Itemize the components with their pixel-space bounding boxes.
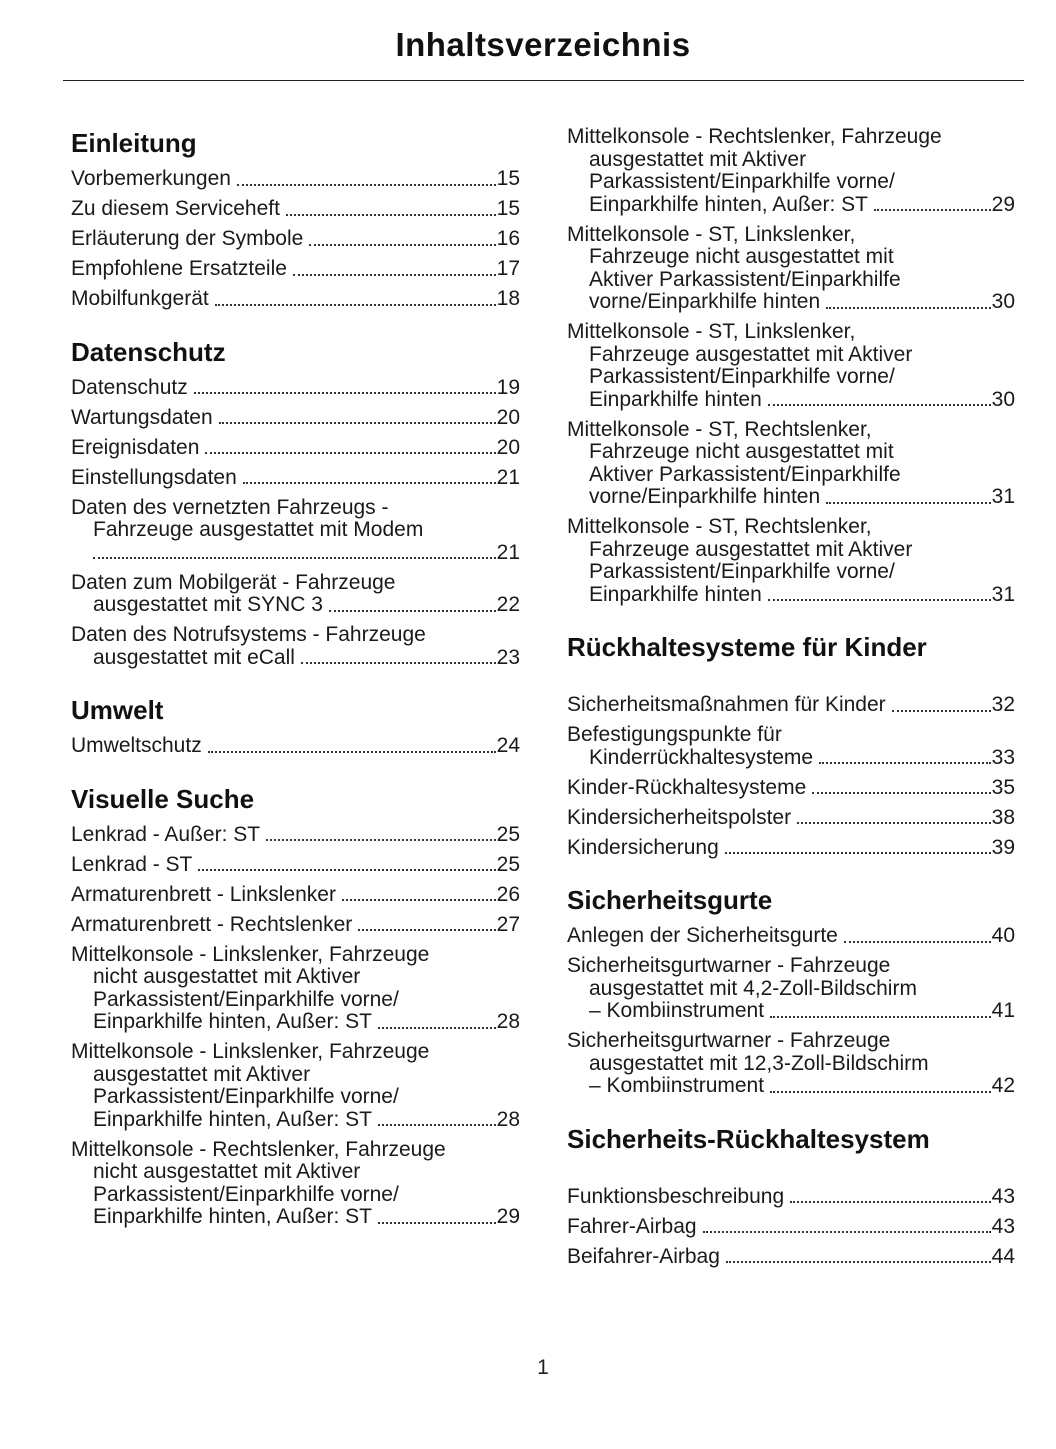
section-heading: Datenschutz bbox=[71, 336, 226, 367]
section-heading: Sicherheits-Rückhaltesystem bbox=[567, 1123, 930, 1154]
toc-entry-last-line bbox=[567, 837, 1015, 860]
toc-entry-line: Mittelkonsole - Linkslenker, Fahrzeuge bbox=[71, 942, 430, 966]
dot-leader bbox=[329, 610, 496, 612]
toc-entry-last-line bbox=[71, 437, 520, 460]
dot-leader bbox=[770, 1091, 991, 1093]
toc-page-number: 32 bbox=[991, 693, 1015, 716]
dot-leader bbox=[844, 941, 991, 943]
toc-entry-last-line bbox=[567, 389, 1015, 412]
toc-page-number: 30 bbox=[991, 290, 1015, 313]
toc-entry-line: Fahrzeuge ausgestattet mit Modem bbox=[93, 518, 424, 541]
toc-entry[interactable] bbox=[71, 1041, 520, 1131]
toc-entry[interactable] bbox=[71, 944, 520, 1034]
toc-entry-title: Einparkhilfe hinten, Außer: ST bbox=[93, 1205, 372, 1228]
toc-entry-title: Datenschutz bbox=[71, 375, 188, 399]
toc-entry-last-line bbox=[567, 584, 1015, 607]
toc-entry-title: Erläuterung der Symbole bbox=[71, 227, 304, 250]
toc-entry-title: Umweltschutz bbox=[71, 734, 202, 757]
toc-entry-title: Fahrer-Airbag bbox=[567, 1214, 697, 1238]
toc-entry[interactable] bbox=[71, 854, 520, 877]
toc-entry-title: Lenkrad - ST bbox=[71, 852, 193, 876]
toc-entry-last-line bbox=[71, 594, 520, 617]
dot-leader bbox=[874, 209, 991, 211]
toc-entry-title: Lenkrad - Außer: ST bbox=[71, 822, 261, 846]
toc-entry-last-line bbox=[71, 884, 520, 907]
toc-entry-line: ausgestattet mit Aktiver bbox=[93, 1062, 311, 1086]
toc-entry[interactable] bbox=[71, 228, 520, 251]
title-rule bbox=[63, 80, 1024, 81]
toc-entry-last-line bbox=[71, 854, 520, 877]
toc-page-number: 42 bbox=[991, 1074, 1015, 1097]
toc-entry-title: Zu diesem Serviceheft bbox=[71, 197, 280, 220]
dot-leader bbox=[309, 244, 495, 246]
toc-entry[interactable] bbox=[71, 624, 520, 669]
toc-entry[interactable] bbox=[567, 955, 1015, 1023]
toc-entry-line: Fahrzeuge nicht ausgestattet mit bbox=[589, 440, 894, 463]
toc-page-number: 28 bbox=[496, 1010, 520, 1033]
dot-leader bbox=[768, 599, 991, 601]
toc-entry-last-line bbox=[567, 291, 1015, 314]
toc-entry-last-line bbox=[567, 1246, 1015, 1269]
toc-entry-last-line bbox=[71, 824, 520, 847]
toc-section bbox=[567, 1122, 1015, 1269]
toc-entry-last-line bbox=[567, 777, 1015, 800]
toc-page-number: 21 bbox=[496, 540, 520, 564]
section-heading: Rückhaltesysteme für Kinder bbox=[567, 632, 927, 662]
toc-entry-line: Mittelkonsole - ST, Linkslenker, bbox=[567, 222, 856, 246]
toc-page-number: 22 bbox=[496, 593, 520, 616]
toc-entry-line: Mittelkonsole - Rechtslenker, Fahrzeuge bbox=[567, 125, 942, 148]
toc-entry-title: Funktionsbeschreibung bbox=[567, 1184, 785, 1208]
dot-leader bbox=[826, 502, 990, 504]
toc-entry-title: Sicherheitsmaßnahmen für Kinder bbox=[567, 693, 886, 716]
toc-entry[interactable] bbox=[71, 572, 520, 617]
toc-page-number: 20 bbox=[496, 405, 520, 429]
dot-leader bbox=[768, 404, 991, 406]
dot-leader bbox=[378, 1222, 496, 1224]
toc-section bbox=[567, 883, 1015, 1098]
dot-leader bbox=[797, 822, 991, 824]
toc-entry-line: Parkassistent/Einparkhilfe vorne/ bbox=[589, 170, 895, 193]
dot-leader bbox=[726, 1261, 991, 1263]
toc-entry-line: Parkassistent/Einparkhilfe vorne/ bbox=[589, 365, 895, 388]
toc-page-number: 27 bbox=[496, 912, 520, 936]
dot-leader bbox=[812, 792, 990, 794]
toc-entry-last-line bbox=[567, 807, 1015, 830]
toc-entry[interactable] bbox=[71, 824, 520, 847]
toc-entry-last-line bbox=[71, 1206, 520, 1229]
dot-leader bbox=[819, 762, 991, 764]
toc-entry-line: Sicherheitsgurtwarner - Fahrzeuge bbox=[567, 954, 891, 977]
toc-entry-title: Einstellungsdaten bbox=[71, 465, 237, 489]
toc-entry-title: Mobilfunkgerät bbox=[71, 287, 209, 310]
toc-entry-line: Parkassistent/Einparkhilfe vorne/ bbox=[93, 1182, 399, 1206]
toc-page-number: 29 bbox=[496, 1205, 520, 1228]
toc-entry[interactable] bbox=[71, 407, 520, 430]
page-title: Inhaltsverzeichnis bbox=[395, 26, 691, 63]
dot-leader bbox=[378, 1124, 496, 1126]
toc-entry[interactable] bbox=[567, 1186, 1015, 1209]
toc-section bbox=[567, 126, 1015, 606]
section-heading: Sicherheitsgurte bbox=[567, 885, 773, 915]
toc-entry-last-line bbox=[71, 647, 520, 670]
toc-entry[interactable] bbox=[71, 288, 520, 311]
toc-entry[interactable] bbox=[567, 419, 1015, 509]
toc-left-column bbox=[71, 126, 520, 1253]
toc-entry[interactable] bbox=[71, 168, 520, 191]
toc-entry[interactable] bbox=[567, 724, 1015, 769]
dot-leader bbox=[205, 452, 495, 454]
toc-entry-title: Kindersicherung bbox=[567, 835, 719, 859]
toc-page-number: 18 bbox=[496, 287, 520, 310]
toc-entry-last-line bbox=[71, 168, 520, 191]
toc-entry-line: Daten des Notrufsystems - Fahrzeuge bbox=[71, 623, 426, 646]
dot-leader bbox=[826, 307, 990, 309]
toc-entry-title: Empfohlene Ersatzteile bbox=[71, 257, 287, 280]
toc-section bbox=[71, 126, 520, 311]
toc-entry-last-line bbox=[71, 914, 520, 937]
toc-page-number: 30 bbox=[991, 387, 1015, 411]
toc-entry-last-line bbox=[567, 486, 1015, 509]
toc-page-number: 33 bbox=[991, 745, 1015, 769]
toc-entry[interactable] bbox=[71, 437, 520, 460]
toc-page-number: 24 bbox=[496, 734, 520, 757]
toc-entry-title: vorne/Einparkhilfe hinten bbox=[589, 485, 821, 508]
toc-entry[interactable] bbox=[567, 126, 1015, 216]
dot-leader bbox=[703, 1231, 991, 1233]
toc-entry-last-line bbox=[71, 258, 520, 281]
toc-entry-title: Kinder-Rückhaltesysteme bbox=[567, 775, 807, 799]
toc-entry[interactable] bbox=[567, 837, 1015, 860]
dot-leader bbox=[93, 557, 496, 559]
toc-entry-line: Mittelkonsole - ST, Rechtslenker, bbox=[567, 515, 872, 538]
toc-entry-line: nicht ausgestattet mit Aktiver bbox=[93, 1160, 361, 1183]
toc-entry[interactable] bbox=[71, 914, 520, 937]
toc-entry-title: Wartungsdaten bbox=[71, 405, 213, 429]
toc-page-number: 44 bbox=[991, 1244, 1015, 1268]
section-heading: Visuelle Suche bbox=[71, 783, 255, 814]
toc-page-number: 25 bbox=[496, 852, 520, 876]
toc-entry-last-line bbox=[71, 407, 520, 430]
toc-entry-line: ausgestattet mit 12,3-Zoll-Bildschirm bbox=[589, 1051, 929, 1075]
section-heading: Einleitung bbox=[71, 128, 197, 158]
toc-entry-last-line bbox=[71, 542, 520, 565]
toc-entry-last-line bbox=[71, 1011, 520, 1034]
toc-entry-line: Fahrzeuge nicht ausgestattet mit bbox=[589, 245, 894, 268]
toc-entry-title: Ereignisdaten bbox=[71, 435, 200, 459]
toc-entry-title: ausgestattet mit eCall bbox=[93, 645, 295, 669]
dot-leader bbox=[237, 184, 496, 186]
dot-leader bbox=[286, 214, 496, 216]
toc-entry-title: Kinderrückhaltesysteme bbox=[589, 745, 814, 769]
dot-leader bbox=[342, 899, 496, 901]
toc-page-number: 25 bbox=[496, 822, 520, 846]
toc-entry-line: Mittelkonsole - ST, Rechtslenker, bbox=[567, 417, 872, 441]
dot-leader bbox=[266, 839, 496, 841]
dot-leader bbox=[301, 662, 496, 664]
toc-entry-title: Vorbemerkungen bbox=[71, 167, 231, 190]
toc-page-number: 31 bbox=[991, 485, 1015, 508]
toc-entry-line: Parkassistent/Einparkhilfe vorne/ bbox=[589, 560, 895, 583]
toc-entry[interactable] bbox=[71, 1139, 520, 1229]
toc-page-number: 43 bbox=[991, 1214, 1015, 1238]
toc-entry-last-line bbox=[567, 194, 1015, 217]
section-heading: Umwelt bbox=[71, 695, 164, 725]
dot-leader bbox=[208, 751, 496, 753]
toc-entry-title: Einparkhilfe hinten, Außer: ST bbox=[93, 1107, 372, 1131]
toc-entry[interactable] bbox=[71, 377, 520, 400]
toc-section bbox=[567, 630, 1015, 859]
dot-leader bbox=[770, 1016, 991, 1018]
dot-leader bbox=[219, 422, 496, 424]
toc-entry[interactable] bbox=[71, 884, 520, 907]
toc-entry-title: Armaturenbrett - Linkslenker bbox=[71, 882, 336, 906]
dot-leader bbox=[892, 710, 991, 712]
toc-entry-last-line bbox=[567, 747, 1015, 770]
toc-entry[interactable] bbox=[567, 1246, 1015, 1269]
toc-entry-last-line bbox=[567, 1186, 1015, 1209]
toc-entry-last-line bbox=[71, 228, 520, 251]
toc-page-number: 39 bbox=[991, 835, 1015, 859]
toc-entry-title: ausgestattet mit SYNC 3 bbox=[93, 593, 323, 616]
toc-entry-last-line bbox=[567, 1216, 1015, 1239]
dot-leader bbox=[194, 392, 496, 394]
toc-entry-last-line bbox=[567, 925, 1015, 948]
dot-leader bbox=[725, 852, 991, 854]
toc-entry[interactable] bbox=[71, 497, 520, 565]
toc-entry[interactable] bbox=[567, 777, 1015, 800]
toc-entry-last-line bbox=[71, 288, 520, 311]
dot-leader bbox=[215, 304, 496, 306]
toc-page-number: 19 bbox=[496, 375, 520, 399]
toc-entry-title: Einparkhilfe hinten bbox=[589, 582, 762, 606]
toc-entry-last-line bbox=[71, 467, 520, 490]
toc-page-number: 20 bbox=[496, 435, 520, 459]
toc-entry-line: nicht ausgestattet mit Aktiver bbox=[93, 965, 361, 988]
toc-entry[interactable] bbox=[567, 1216, 1015, 1239]
toc-page-number: 40 bbox=[991, 924, 1015, 947]
toc-page-number: 43 bbox=[991, 1184, 1015, 1208]
toc-entry-title: – Kombiinstrument bbox=[589, 1074, 765, 1097]
toc-entry-line: ausgestattet mit 4,2-Zoll-Bildschirm bbox=[589, 976, 917, 1000]
toc-entry-line: Befestigungspunkte für bbox=[567, 723, 782, 746]
toc-entry-title: Beifahrer-Airbag bbox=[567, 1244, 720, 1268]
toc-entry[interactable] bbox=[71, 735, 520, 758]
toc-entry-title: Einparkhilfe hinten, Außer: ST bbox=[589, 192, 868, 216]
toc-entry-line: Fahrzeuge ausgestattet mit Aktiver bbox=[589, 342, 913, 366]
dot-leader bbox=[198, 869, 495, 871]
toc-entry[interactable] bbox=[567, 694, 1015, 717]
toc-entry-line: Parkassistent/Einparkhilfe vorne/ bbox=[93, 1085, 399, 1108]
toc-entry[interactable] bbox=[71, 258, 520, 281]
toc-entry-last-line bbox=[567, 694, 1015, 717]
toc-page-number: 31 bbox=[991, 582, 1015, 606]
toc-entry-line: Mittelkonsole - ST, Linkslenker, bbox=[567, 320, 856, 343]
dot-leader bbox=[243, 482, 496, 484]
toc-entry[interactable] bbox=[567, 516, 1015, 606]
toc-entry[interactable] bbox=[567, 1030, 1015, 1098]
toc-entry-title: Einparkhilfe hinten bbox=[589, 387, 762, 411]
toc-entry-line: Fahrzeuge ausgestattet mit Aktiver bbox=[589, 537, 913, 561]
page-number: 1 bbox=[537, 1356, 549, 1379]
toc-right-column bbox=[567, 126, 1015, 1292]
toc-entry-line: Aktiver Parkassistent/Einparkhilfe bbox=[589, 267, 901, 291]
toc-entry[interactable] bbox=[71, 198, 520, 221]
toc-entry-title: Einparkhilfe hinten, Außer: ST bbox=[93, 1010, 372, 1033]
toc-section bbox=[71, 693, 520, 758]
toc-entry-line: ausgestattet mit Aktiver bbox=[589, 147, 807, 171]
dot-leader bbox=[790, 1201, 991, 1203]
toc-entry[interactable] bbox=[567, 224, 1015, 314]
toc-entry-line: Daten zum Mobilgerät - Fahrzeuge bbox=[71, 570, 396, 594]
toc-entry-line: Mittelkonsole - Rechtslenker, Fahrzeuge bbox=[71, 1137, 446, 1161]
toc-page-number: 21 bbox=[496, 465, 520, 489]
toc-entry-line: Aktiver Parkassistent/Einparkhilfe bbox=[589, 462, 901, 486]
toc-entry[interactable] bbox=[567, 925, 1015, 948]
toc-entry-title: Armaturenbrett - Rechtslenker bbox=[71, 912, 353, 936]
toc-page-number: 15 bbox=[496, 167, 520, 190]
toc-section bbox=[71, 335, 520, 670]
toc-entry-last-line bbox=[71, 198, 520, 221]
toc-page-number: 17 bbox=[496, 257, 520, 280]
toc-entry-last-line bbox=[71, 1109, 520, 1132]
toc-entry-line: Daten des vernetzten Fahrzeugs - bbox=[71, 495, 389, 519]
dot-leader bbox=[293, 274, 496, 276]
toc-page-number: 29 bbox=[991, 192, 1015, 216]
toc-entry-title: – Kombiinstrument bbox=[589, 999, 765, 1022]
toc-page-number: 26 bbox=[496, 882, 520, 906]
toc-entry-title: Anlegen der Sicherheitsgurte bbox=[567, 924, 838, 947]
toc-page-number: 41 bbox=[991, 999, 1015, 1022]
toc-entry-line: Parkassistent/Einparkhilfe vorne/ bbox=[93, 987, 399, 1011]
toc-entry-title: Kindersicherheitspolster bbox=[567, 805, 792, 829]
dot-leader bbox=[378, 1027, 496, 1029]
toc-page-number: 35 bbox=[991, 775, 1015, 799]
toc-entry-last-line bbox=[71, 377, 520, 400]
toc-entry-last-line bbox=[567, 1075, 1015, 1098]
toc-entry[interactable] bbox=[567, 321, 1015, 411]
toc-page-number: 23 bbox=[496, 645, 520, 669]
toc-entry-line: Sicherheitsgurtwarner - Fahrzeuge bbox=[567, 1029, 891, 1052]
toc-page-number: 38 bbox=[991, 805, 1015, 829]
toc-entry-last-line bbox=[567, 1000, 1015, 1023]
toc-entry-line: Mittelkonsole - Linkslenker, Fahrzeuge bbox=[71, 1040, 430, 1063]
toc-page-number: 15 bbox=[496, 197, 520, 220]
toc-section bbox=[71, 782, 520, 1229]
toc-entry[interactable] bbox=[71, 467, 520, 490]
toc-page-number: 16 bbox=[496, 227, 520, 250]
dot-leader bbox=[358, 929, 495, 931]
toc-page-number: 28 bbox=[496, 1107, 520, 1131]
toc-entry-title: vorne/Einparkhilfe hinten bbox=[589, 290, 821, 313]
toc-entry[interactable] bbox=[567, 807, 1015, 830]
toc-entry-last-line bbox=[71, 735, 520, 758]
